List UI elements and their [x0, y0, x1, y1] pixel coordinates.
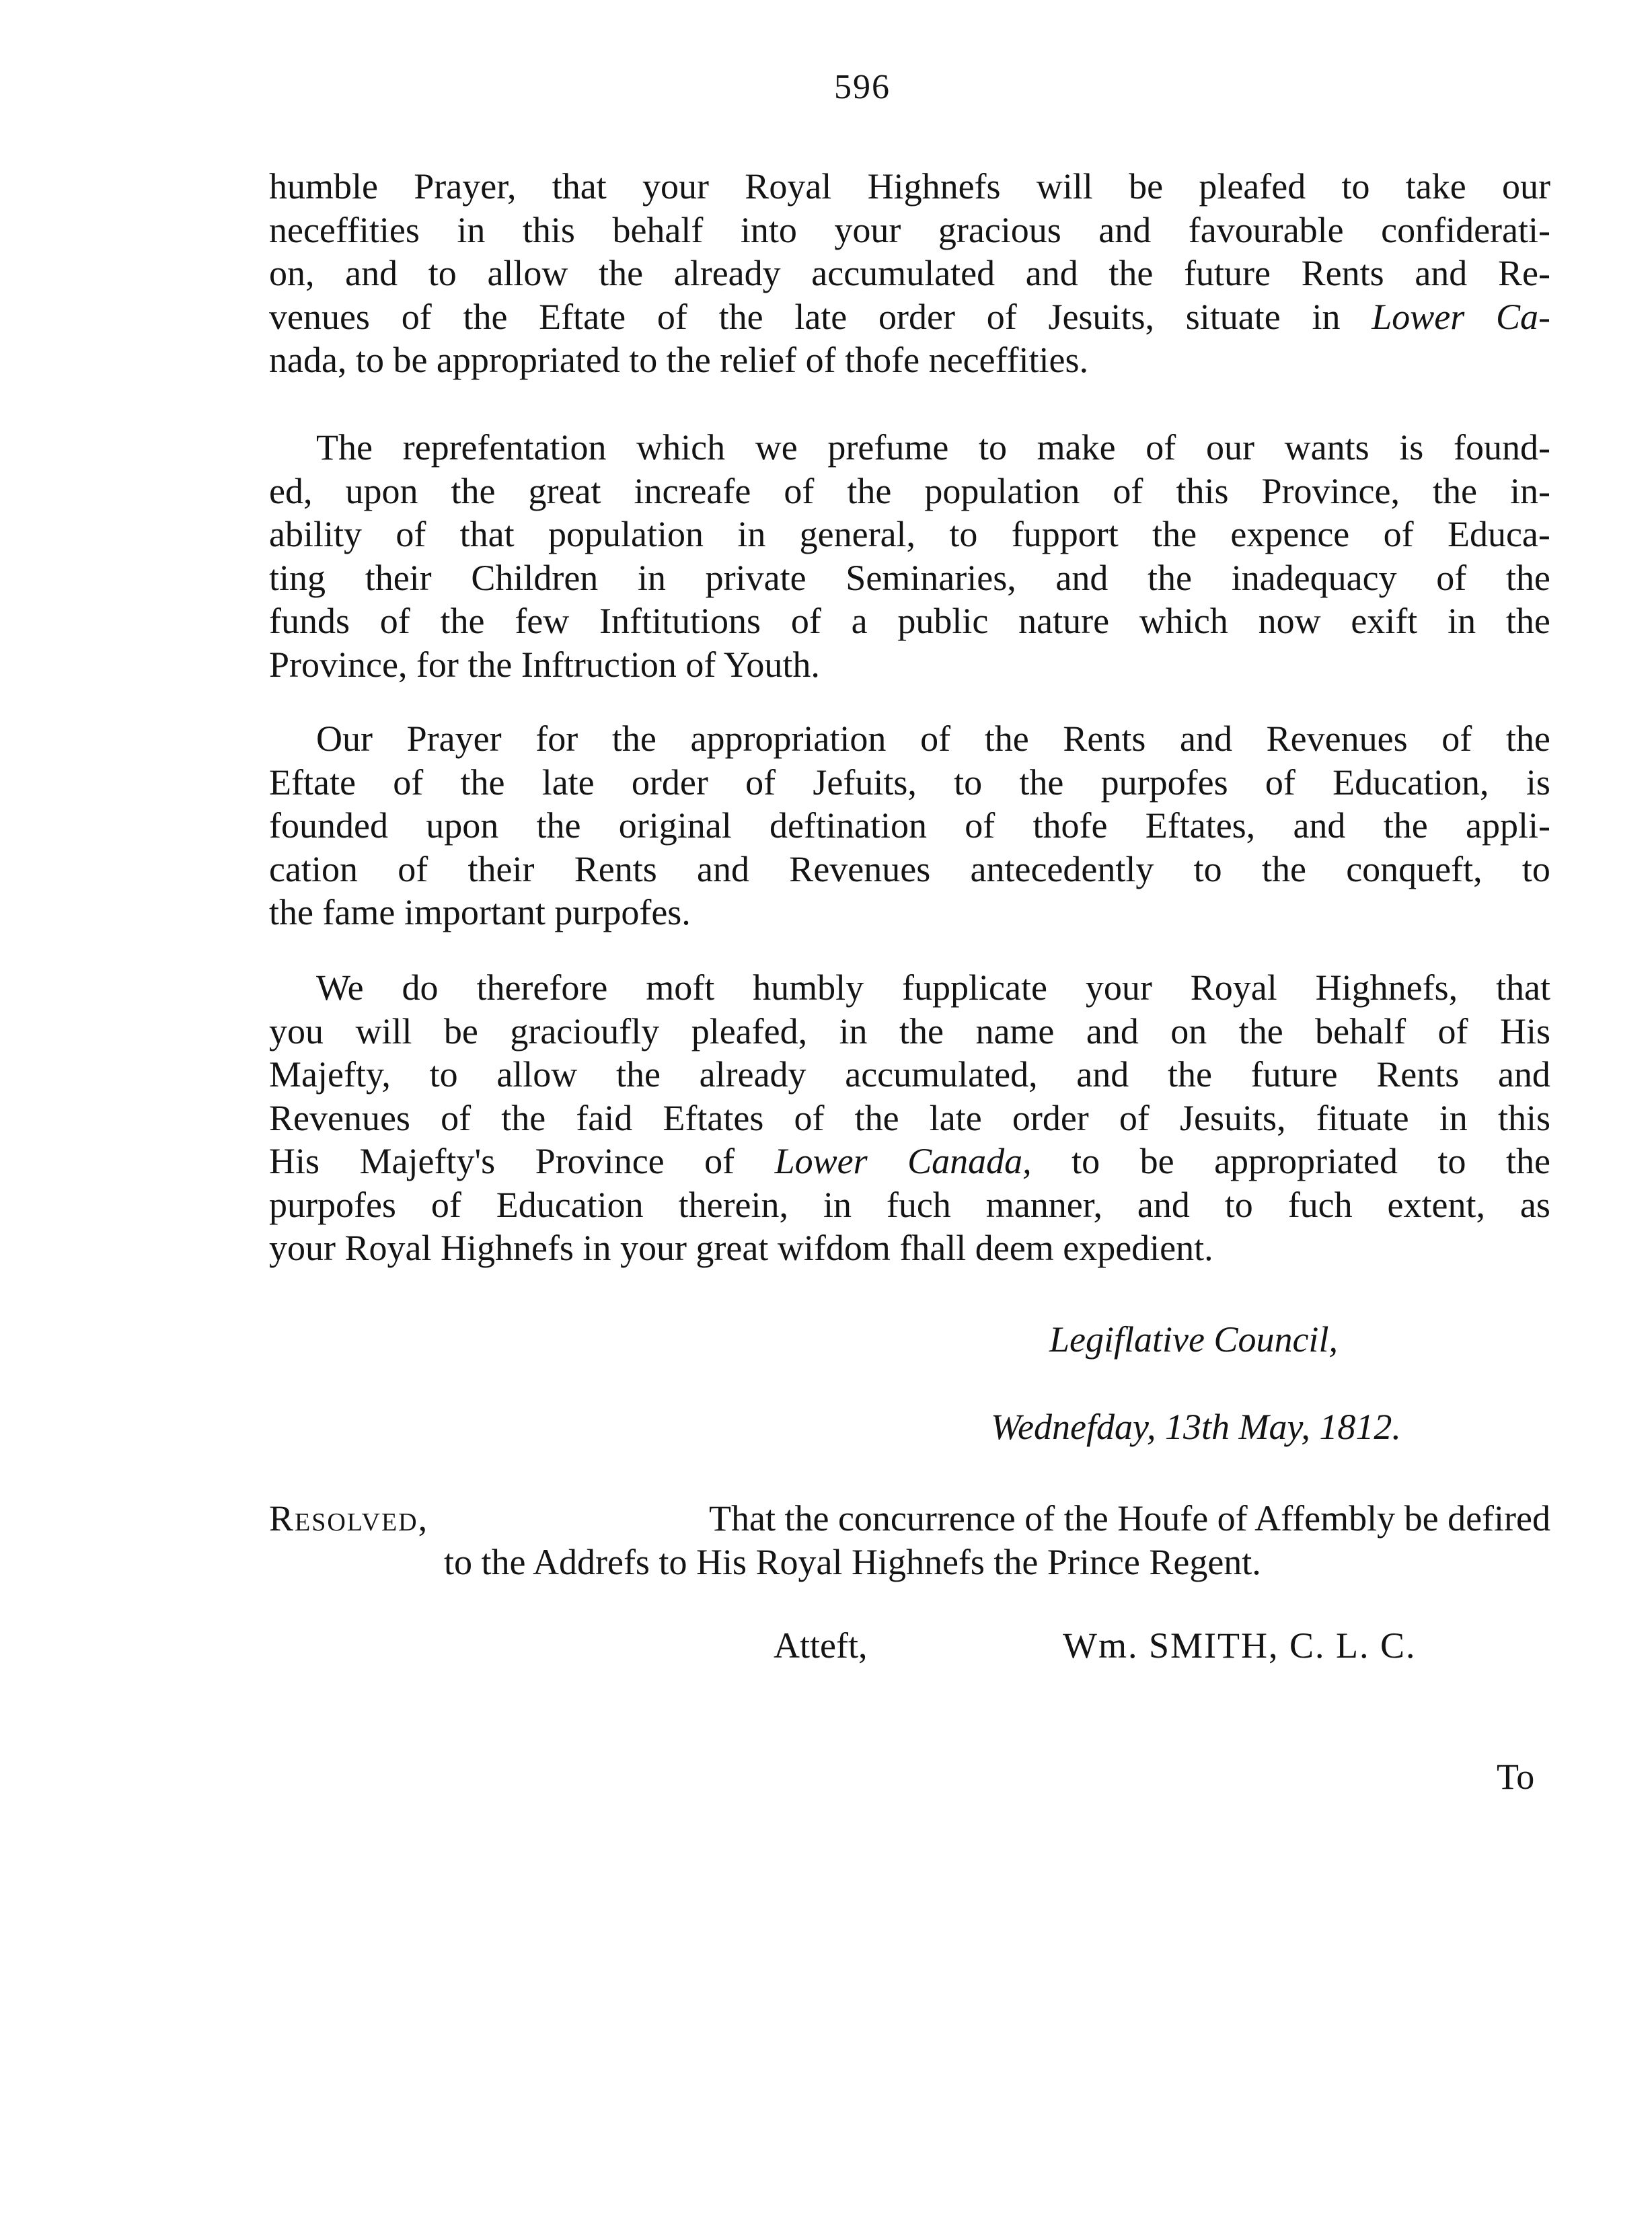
- paragraph-prayer-continuation: [269, 165, 1550, 382]
- council-heading: Legiflative Council,: [1049, 1319, 1338, 1360]
- text-line: Province, for the Inftruction of Youth.: [269, 644, 820, 685]
- text-line: cation of their Rents and Revenues antecedently to the conqueft, to: [269, 848, 1550, 889]
- page-number: 596: [834, 68, 891, 106]
- text-line: Revenues of the faid Eftates of the late order of Jesuits, fituate in this: [269, 1097, 1550, 1138]
- catchword: To: [1497, 1757, 1535, 1797]
- signatory: Wm. SMITH, C. L. C.: [1063, 1625, 1417, 1666]
- resolution-first-line: [269, 1497, 1550, 1541]
- text-line: the fame important purpofes.: [269, 892, 691, 932]
- resolution-text: That the concurrence of the Houfe of Affembly be defired: [709, 1498, 1550, 1539]
- text-line: venues of the Eftate of the late order of Jesuits, situate in Lower Ca-: [269, 296, 1550, 337]
- text-line: founded upon the original deftination of thofe Eftates, and the appli-: [269, 805, 1550, 846]
- text-line: The reprefentation which we prefume to make of our wants is found-: [316, 427, 1550, 468]
- text-line: Eftate of the late order of Jefuits, to the purpofes of Education, is: [269, 762, 1550, 803]
- text-line: neceffities in this behalf into your gracious and favourable confiderati-: [269, 209, 1550, 250]
- text-line: your Royal Highnefs in your great wifdom fhall deem expedient.: [269, 1228, 1213, 1268]
- resolution-second-line: to the Addrefs to His Royal Highnefs the Prince Regent.: [444, 1541, 1261, 1582]
- paragraph-supplication: [269, 966, 1550, 1270]
- paragraph-representation: [269, 426, 1550, 686]
- text-line: We do therefore moft humbly fupplicate your Royal Highnefs, that: [316, 967, 1550, 1008]
- text-line: ability of that population in general, to fupport the expence of Educa-: [269, 514, 1550, 554]
- text-line: ed, upon the great increafe of the population of this Province, the in-: [269, 470, 1550, 511]
- paragraph-appropriation: [269, 717, 1550, 934]
- text-line: on, and to allow the already accumulated and the future Rents and Re-: [269, 253, 1550, 293]
- text-line: Majefty, to allow the already accumulated, and the future Rents and: [269, 1054, 1550, 1095]
- text-line: purpofes of Education therein, in fuch manner, and to fuch extent, as: [269, 1184, 1550, 1225]
- text-line: ting their Children in private Seminaries, and the inadequacy of the: [269, 557, 1550, 598]
- text-line: you will be gracioufly pleafed, in the name and on the behalf of His: [269, 1010, 1550, 1051]
- date-line: Wednefday, 13th May, 1812.: [991, 1407, 1401, 1447]
- text-line: funds of the few Inftitutions of a public nature which now exift in the: [269, 601, 1550, 641]
- text-line: His Majefty's Province of Lower Canada, to be appropriated to the: [269, 1141, 1550, 1181]
- resolved-label: Resolved,: [269, 1498, 429, 1539]
- text-line: nada, to be appropriated to the relief of thofe neceffities.: [269, 340, 1088, 380]
- resolution: [269, 1497, 1550, 1584]
- text-line: Our Prayer for the appropriation of the Rents and Revenues of the: [316, 718, 1550, 759]
- text-line: humble Prayer, that your Royal Highnefs will be pleafed to take our: [269, 166, 1550, 207]
- attest-label: Atteft,: [774, 1625, 868, 1666]
